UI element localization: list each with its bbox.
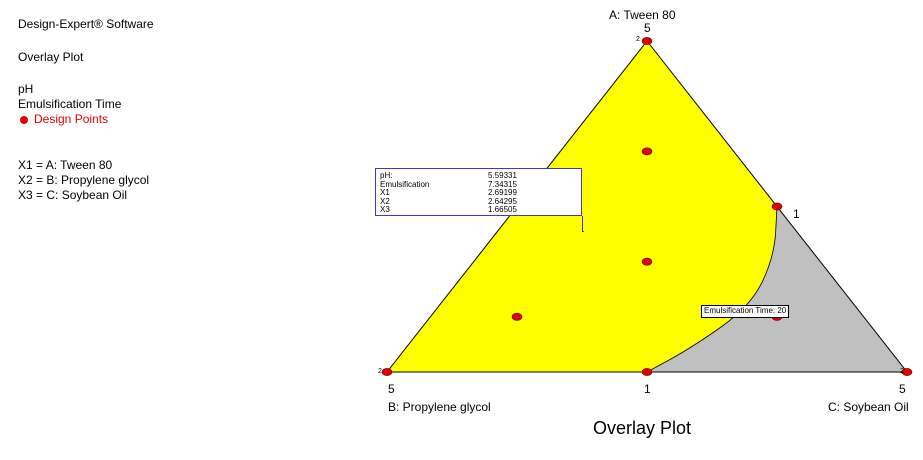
tooltip-row — [380, 206, 581, 215]
tooltip-key: X1 — [380, 188, 390, 197]
tooltip-value: 7.34315 — [488, 179, 517, 189]
response-emulsification-label: Emulsification Time — [18, 97, 122, 111]
replicate-count-c: 2 — [900, 368, 904, 375]
design-point[interactable] — [772, 203, 782, 210]
tooltip-key: X2 — [380, 196, 390, 206]
tooltip-row — [380, 181, 581, 190]
vertex-c-label: C: Soybean Oil — [828, 400, 909, 414]
factor-x1-label: X1 = A: Tween 80 — [18, 158, 113, 172]
tooltip-value: 5.59331 — [488, 171, 517, 180]
tooltip-key: pH: — [380, 171, 393, 180]
tooltip-value: 2.69199 — [488, 188, 517, 197]
tooltip-value: 1.66505 — [488, 205, 517, 214]
tooltip-row — [380, 189, 581, 198]
contour-label: Emulsification Time: 20 — [701, 305, 789, 318]
point-tooltip[interactable] — [375, 168, 582, 216]
design-points-label: Design Points — [34, 112, 109, 126]
vertex-a-value: 5 — [644, 21, 651, 35]
chart-title: Overlay Plot — [593, 418, 692, 438]
design-point[interactable] — [642, 37, 652, 44]
software-name: Design-Expert® Software — [18, 17, 154, 31]
factor-x2-label: X2 = B: Propylene glycol — [18, 173, 150, 187]
design-point[interactable] — [382, 368, 392, 375]
plot-type-label: Overlay Plot — [18, 50, 84, 64]
replicate-count-b: 2 — [378, 368, 382, 375]
vertex-c-value: 5 — [899, 382, 906, 396]
design-point[interactable] — [512, 313, 522, 320]
factor-x3-label: X3 = C: Soybean Oil — [18, 188, 128, 202]
edge-ac-value: 1 — [793, 207, 800, 221]
tooltip-row — [380, 198, 581, 207]
tooltip-key: Emulsification — [380, 179, 430, 189]
design-point[interactable] — [642, 258, 652, 265]
design-point[interactable] — [642, 368, 652, 375]
replicate-count-a: 2 — [636, 36, 640, 43]
response-ph-label: pH — [18, 82, 34, 96]
vertex-b-value: 5 — [388, 382, 395, 396]
tooltip-value: 2.64295 — [488, 196, 517, 206]
vertex-b-label: B: Propylene glycol — [388, 400, 491, 414]
design-point[interactable] — [642, 148, 652, 155]
tooltip-pin — [582, 216, 584, 232]
edge-bc-value: 1 — [644, 382, 651, 396]
tooltip-key: X3 — [380, 205, 390, 214]
vertex-a-label: A: Tween 80 — [609, 8, 676, 22]
